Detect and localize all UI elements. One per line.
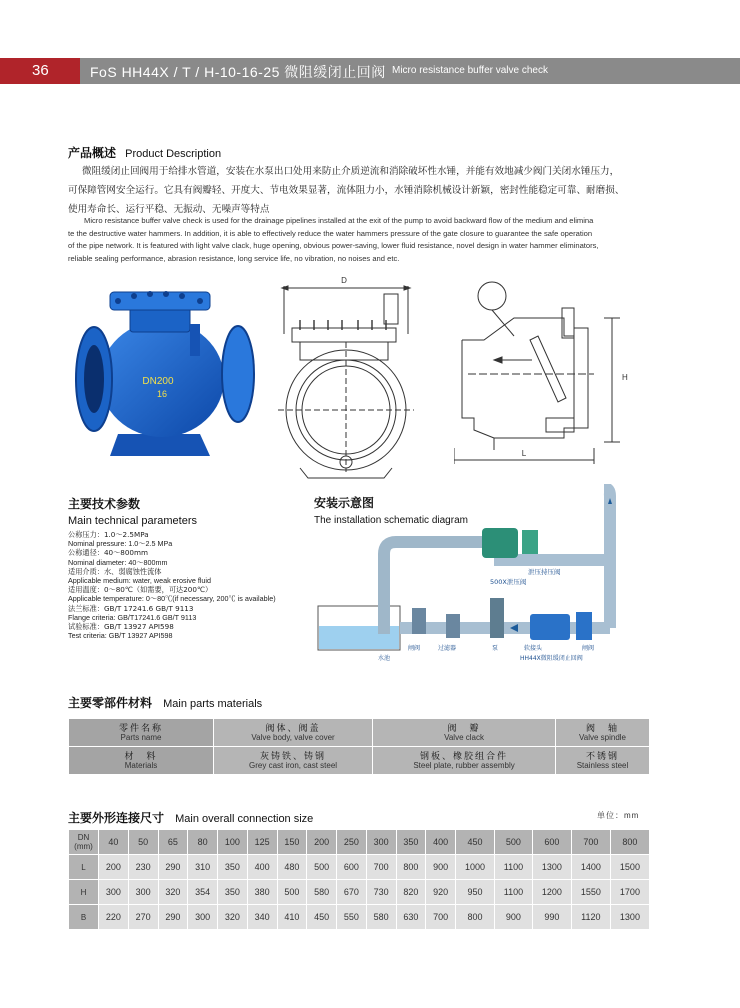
table-row (69, 905, 650, 930)
param-line: Applicable medium: water, weak erosive fluid (68, 576, 212, 586)
table-cell: 990 (532, 905, 571, 930)
table-cell: 380 (247, 880, 277, 905)
table-cell: 阀体、阀盖 Valve body, valve cover (214, 719, 373, 747)
table-cell: 290 (158, 855, 188, 880)
table-cell: 580 (307, 880, 337, 905)
table-row-label: B (69, 905, 99, 930)
param-line: Test criteria: GB/T 13927 API598 (68, 631, 173, 641)
label-pressure-relief: 泄压持压阀 (528, 568, 561, 576)
table-cell: 1100 (495, 880, 533, 905)
pump (490, 598, 504, 638)
table-cell: 700 (426, 905, 456, 930)
gate-valve (412, 608, 426, 634)
table-header-cell: 40 (99, 830, 129, 855)
table-cell: 400 (247, 855, 277, 880)
table-header-cell: DN (mm) (69, 830, 99, 855)
param-line: 试验标准：GB/T 13927 API598 (68, 622, 174, 632)
table-row (69, 747, 650, 775)
description-en-line: te the destructive water hammers. In addition, it is able to effectively reduce the water hammers pressure of the gate closure to guarantee the safe operation (68, 228, 593, 238)
table-cell: 800 (396, 855, 426, 880)
table-header-cell: 200 (307, 830, 337, 855)
table-cell: 500 (277, 880, 307, 905)
table-cell: 320 (158, 880, 188, 905)
valve-product-photo (70, 284, 260, 474)
param-line: 公称通径：40～800mm (68, 548, 148, 558)
label-filter: 过滤器 (438, 645, 457, 652)
dimensions-table (68, 829, 650, 930)
table-row (69, 719, 650, 747)
dimension-h-label: H (622, 373, 628, 382)
label-pump: 泵 (492, 645, 499, 652)
table-header-cell: 300 (366, 830, 396, 855)
description-cn-line: 使用寿命长、运行平稳、无振动、无噪声等特点 (68, 204, 270, 215)
installation-schematic (314, 484, 636, 664)
technical-parameters-list (68, 530, 308, 640)
pressure-relief-valve (482, 528, 518, 558)
table-cell: 零件名称 Parts name (69, 719, 214, 747)
table-header-cell: 800 (610, 830, 649, 855)
table-cell: 950 (456, 880, 495, 905)
table-cell: 450 (307, 905, 337, 930)
table-cell: 820 (396, 880, 426, 905)
description-en-line: Micro resistance buffer valve check is used for the drainage pipelines installed at the exit of the pump to avoid backward flow of the medium and elimina (84, 216, 594, 225)
dimension-d-label: D (341, 276, 347, 285)
table-header-cell: 700 (571, 830, 610, 855)
table-cell: 230 (128, 855, 158, 880)
table-cell: 600 (337, 855, 367, 880)
table-cell: 550 (337, 905, 367, 930)
table-header-cell: 600 (532, 830, 571, 855)
table-cell: 材 料 Materials (69, 747, 214, 775)
table-header-cell: 450 (456, 830, 495, 855)
label-valve-gate: 闸阀 (408, 645, 421, 652)
table-cell: 1200 (532, 880, 571, 905)
section-title-en: Product Description (125, 148, 222, 160)
materials-table (68, 718, 650, 775)
table-cell: 220 (99, 905, 129, 930)
description-cn (68, 162, 668, 219)
side-view-drawing (454, 278, 630, 464)
table-cell: 阀 瓣 Valve clack (373, 719, 556, 747)
table-cell: 300 (128, 880, 158, 905)
table-cell: 340 (247, 905, 277, 930)
table-cell: 480 (277, 855, 307, 880)
description-cn-line: 微阻缓闭止回阀用于给排水管道，安装在水泵出口处用来防止介质逆流和消除破坏性水锤，并能有效地减少阀门关闭水锤压力， (82, 166, 620, 177)
section-title-cn: 主要外形连接尺寸 (68, 811, 165, 825)
table-cell: 700 (366, 855, 396, 880)
param-line: Applicable temperature: 0～80℃(if necessary, 200℃ is available) (68, 594, 276, 604)
table-cell: 1500 (610, 855, 649, 880)
table-cell: 300 (99, 880, 129, 905)
table-cell: 270 (128, 905, 158, 930)
description-en-line: reliable sealing performance, abrasion resistance, long service life, no vibration, no noises and etc. (68, 253, 400, 263)
page-title: FoS HH44X / T / H-10-16-25 微阻缓闭止回阀 (90, 64, 386, 80)
filter (446, 614, 460, 638)
table-cell: 1400 (571, 855, 610, 880)
section-title-en: Main technical parameters (68, 515, 198, 527)
table-cell: 钢板、橡胶组合件 Steel plate, rubber assembly (373, 747, 556, 775)
label-bypass-valve: 500X泄压阀 (490, 578, 527, 586)
table-cell: 410 (277, 905, 307, 930)
gate-valve-2 (576, 612, 592, 640)
table-cell: 354 (188, 880, 218, 905)
table-cell: 1550 (571, 880, 610, 905)
section-title-en: Main overall connection size (175, 813, 314, 825)
valve-arm (190, 324, 200, 356)
unit-label-en: mm (624, 811, 640, 820)
check-valve (530, 614, 570, 640)
label-check-valve: HH44X微阻缓闭止回阀 (520, 655, 583, 662)
table-cell: 1700 (610, 880, 649, 905)
table-cell: 900 (495, 905, 533, 930)
table-header-cell: 150 (277, 830, 307, 855)
param-line: 适用介质：水、弱腐蚀性流体 (68, 566, 162, 576)
section-title-cn: 主要技术参数 (68, 497, 141, 511)
table-cell: 1100 (495, 855, 533, 880)
table-cell: 灰铸铁、铸钢 Grey cast iron, cast steel (214, 747, 373, 775)
param-line: Nominal diameter: 40～800mm (68, 557, 168, 567)
table-row-label: H (69, 880, 99, 905)
table-header-row (69, 830, 650, 855)
param-line: Nominal pressure: 1.0～2.5 MPa (68, 539, 173, 549)
table-cell: 500 (307, 855, 337, 880)
description-en (68, 215, 668, 265)
dimensions-heading (68, 807, 313, 826)
unit-label (597, 810, 639, 821)
table-cell: 200 (99, 855, 129, 880)
table-cell: 320 (218, 905, 248, 930)
materials-heading (68, 692, 262, 711)
table-cell: 350 (218, 880, 248, 905)
param-line: 法兰标准：GB/T 17241.6 GB/T 9113 (68, 603, 194, 613)
param-line: Flange criteria: GB/T17241.6 GB/T 9113 (68, 612, 197, 622)
valve-cover (110, 292, 210, 310)
table-cell: 580 (366, 905, 396, 930)
table-cell: 630 (396, 905, 426, 930)
section-title-en: The installation schematic diagram (314, 515, 468, 526)
table-header-cell: 500 (495, 830, 533, 855)
param-line: 公称压力：1.0～2.5MPa (68, 530, 149, 539)
table-cell: 900 (426, 855, 456, 880)
product-description-heading (68, 142, 221, 161)
table-row (69, 855, 650, 880)
table-cell: 290 (158, 905, 188, 930)
section-title-cn: 安装示意图 (314, 496, 375, 510)
technical-parameters-heading (68, 495, 197, 527)
label-gate-valve-2: 闸阀 (582, 645, 595, 652)
valve-pressure-label: 16 (156, 389, 168, 399)
unit-label-cn: 单位： (597, 811, 624, 820)
valve-base (110, 434, 210, 456)
table-cell: 310 (188, 855, 218, 880)
table-row-label: L (69, 855, 99, 880)
page-subtitle: Micro resistance buffer valve check (392, 65, 548, 76)
table-cell: 1300 (610, 905, 649, 930)
table-header-cell: 125 (247, 830, 277, 855)
description-en-line: of the pipe network. It is featured with light valve clack, huge opening, obvious power-saving, lower fluid resistance, novel design in water hammer eliminators, (68, 241, 599, 250)
table-cell: 800 (456, 905, 495, 930)
table-header-cell: 80 (188, 830, 218, 855)
table-cell: 阀 轴 Valve spindle (556, 719, 650, 747)
table-row (69, 880, 650, 905)
valve-right-flange (222, 326, 254, 422)
table-cell: 1300 (532, 855, 571, 880)
table-header-cell: 65 (158, 830, 188, 855)
section-title-cn: 主要零部件材料 (68, 696, 153, 710)
label-water-pool: 水池 (378, 655, 391, 662)
valve-left-bore (84, 345, 104, 413)
table-header-cell: 100 (218, 830, 248, 855)
table-cell: 730 (366, 880, 396, 905)
section-title-en: Main parts materials (163, 698, 263, 710)
table-cell: 300 (188, 905, 218, 930)
table-header-cell: 400 (426, 830, 456, 855)
table-cell: 670 (337, 880, 367, 905)
table-cell: 1000 (456, 855, 495, 880)
front-view-drawing (278, 272, 414, 482)
table-cell: 920 (426, 880, 456, 905)
table-header-cell: 250 (337, 830, 367, 855)
label-joint: 软接头 (524, 645, 543, 652)
description-cn-line: 可保障管网安全运行。它具有阀瓣轻、开度大、节电效果显著，流体阻力小，水锤消除机械设计新颖，密封性能稳定可靠、耐磨损、 (68, 185, 625, 196)
table-cell: 1120 (571, 905, 610, 930)
table-cell: 350 (218, 855, 248, 880)
table-header-cell: 350 (396, 830, 426, 855)
table-header-cell: 50 (128, 830, 158, 855)
dimension-l-label: L (521, 449, 527, 458)
table-cell: 不锈钢 Stainless steel (556, 747, 650, 775)
valve-dn-label: DN200 (142, 376, 174, 387)
bypass-valve-body (522, 530, 538, 554)
page-number: 36 (32, 62, 49, 79)
param-line: 适用温度：0～80℃（如需要，可达200℃） (68, 585, 213, 595)
section-title-cn: 产品概述 (68, 146, 117, 160)
